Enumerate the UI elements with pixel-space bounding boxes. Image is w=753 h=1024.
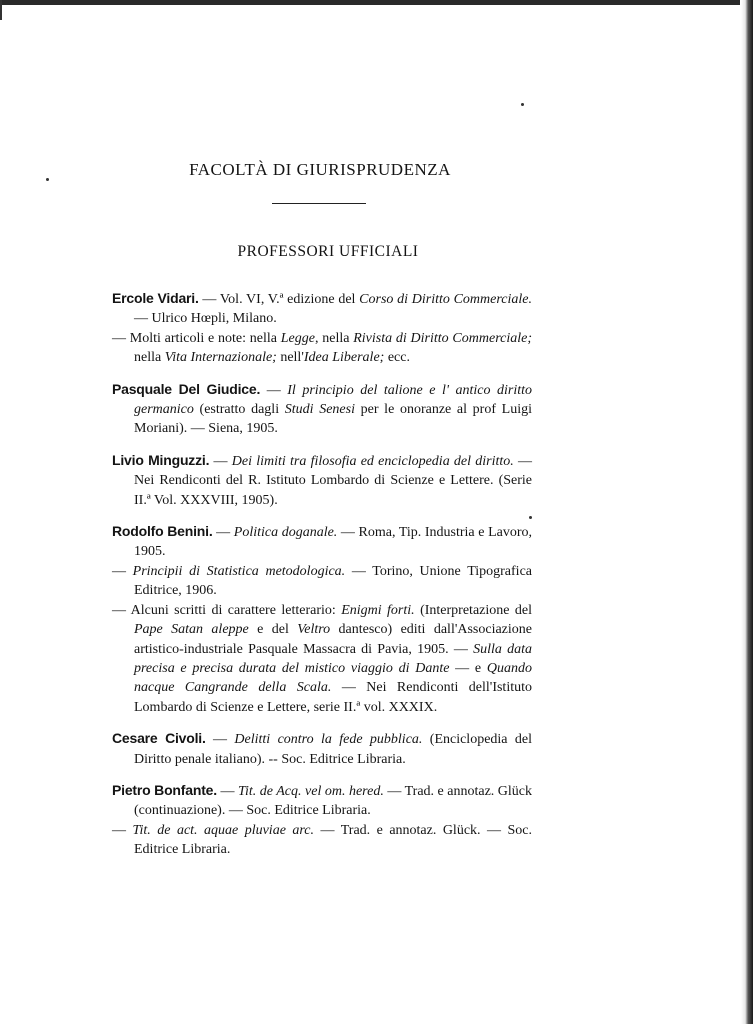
entry-segment: — Torino, Unione Tipografica Editrice, 1906. (134, 563, 532, 599)
entry-segment: — (112, 822, 133, 838)
entry-segment: — Roma, Tip. Industria e Lavoro, 1905. (134, 525, 533, 560)
entry-segment: e del (248, 622, 298, 638)
professor-entry (112, 380, 532, 439)
entry-text (112, 289, 532, 329)
professor-entry (112, 289, 532, 368)
entry-segment: (Interpretazione del (414, 602, 532, 618)
entry-segment: , nella (314, 330, 354, 346)
author-name: Livio Minguzzi. (112, 451, 210, 468)
entry-segment: dantesco) editi dall'Associazione artistico-industriale Pasquale Massacra di Pavia, 1905. — (134, 622, 532, 657)
work-title: Principii di Statistica metodologica. (132, 563, 346, 579)
page-right-edge (741, 0, 753, 1024)
work-title: Sulla data precisa e precisa durata del mistico viaggio di Dante (134, 641, 532, 676)
entry-segment: (estratto dagli (193, 402, 285, 418)
entry-segment: — Trad. e annotaz. Glück (continuazione). — Soc. Editrice Libraria. (134, 783, 533, 819)
work-title: Il principio del talione e l' antico diritto germanico (134, 382, 533, 418)
section-title: PROFESSORI UFFICIALI (237, 243, 419, 260)
entry-segment: — (209, 453, 232, 469)
work-title: Enigmi forti. (341, 602, 415, 618)
entry-segment: — e (449, 660, 487, 676)
entry-text (112, 380, 532, 439)
entry-text (112, 451, 532, 510)
author-name: Rodolfo Benini. (112, 523, 213, 540)
entry-text (112, 729, 532, 769)
entry-segment: — (216, 783, 238, 799)
work-title: Corso di Diritto Commerciale. (359, 292, 533, 307)
entry-segment: — Molti articoli e note: nella (112, 330, 281, 346)
author-name: Cesare Civoli. (112, 730, 206, 747)
work-title: Dei limiti tra filosofia ed enciclopedia del diritto. (231, 453, 514, 469)
author-name: Ercole Vidari. (112, 290, 199, 306)
page-left-mark (0, 0, 2, 20)
work-title: Tit. de act. aquae pluviae arc. (132, 822, 315, 838)
work-title: Vita Internazionale; (164, 350, 277, 366)
work-title: Tit. de Acq. vel om. hered. (237, 783, 384, 799)
work-title: Pape Satan aleppe (134, 622, 249, 638)
faculty-title: FACOLTÀ DI GIURISPRUDENZA (189, 160, 451, 179)
work-title: Veltro (297, 622, 331, 638)
professor-entry (112, 781, 532, 860)
entry-segment: — Vol. VI, V.ª edizione del (198, 292, 360, 307)
publication-list (112, 289, 532, 872)
entry-segment: — (205, 732, 235, 748)
work-title: Idea Liberale; (303, 350, 385, 366)
author-name: Pasquale Del Giudice. (112, 380, 261, 397)
entry-segment: — (212, 525, 234, 541)
work-title: Legge (280, 330, 315, 346)
entry-subitem (112, 562, 532, 601)
professor-entry (112, 729, 532, 769)
author-name: Pietro Bonfante. (112, 781, 217, 798)
entry-subitem (112, 821, 532, 860)
entry-segment: (Enciclopedia del Diritto penale italiano). -- Soc. Editrice Libraria. (134, 732, 532, 767)
entry-segment: — Nei Rendiconti del R. Istituto Lombardo di Scienze e Lettere. (Serie II.ª Vol. XXXVIII, 1905). (134, 453, 533, 508)
entry-text (112, 781, 532, 821)
page-top-edge (0, 0, 740, 5)
ink-speck (521, 103, 524, 106)
entry-segment: per le onoranze al prof Luigi Moriani). — Siena, 1905. (134, 402, 532, 437)
entry-segment: nell' (276, 350, 304, 366)
work-title: Quando nacque Cangrande della Scala. (134, 660, 532, 696)
entry-text (112, 522, 532, 562)
entry-segment: — (260, 382, 288, 398)
title-divider (272, 203, 366, 204)
entry-segment: — Trad. e annotaz. Glück. — Soc. Editrice Libraria. (134, 822, 532, 858)
entry-segment: — Alcuni scritti di carattere letterario: (112, 602, 342, 618)
work-title: Rivista di Diritto Commerciale; (353, 330, 532, 346)
entry-segment: — Ulrico Hœpli, Milano. (134, 311, 277, 327)
entry-subitem (112, 601, 532, 717)
entry-segment: nella (134, 350, 165, 366)
entry-subitem (112, 329, 532, 368)
professor-entry (112, 522, 532, 717)
work-title: Studi Senesi (284, 402, 355, 418)
professor-entry (112, 451, 532, 510)
work-title: Politica doganale. (233, 525, 338, 541)
entry-segment: — Nei Rendiconti dell'Istituto Lombardo di Scienze e Lettere, serie II.ª vol. XXXIX. (134, 680, 532, 715)
entry-segment: — (112, 563, 133, 579)
work-title: Delitti contro la fede pubblica. (234, 732, 423, 748)
entry-segment: ecc. (384, 350, 410, 366)
